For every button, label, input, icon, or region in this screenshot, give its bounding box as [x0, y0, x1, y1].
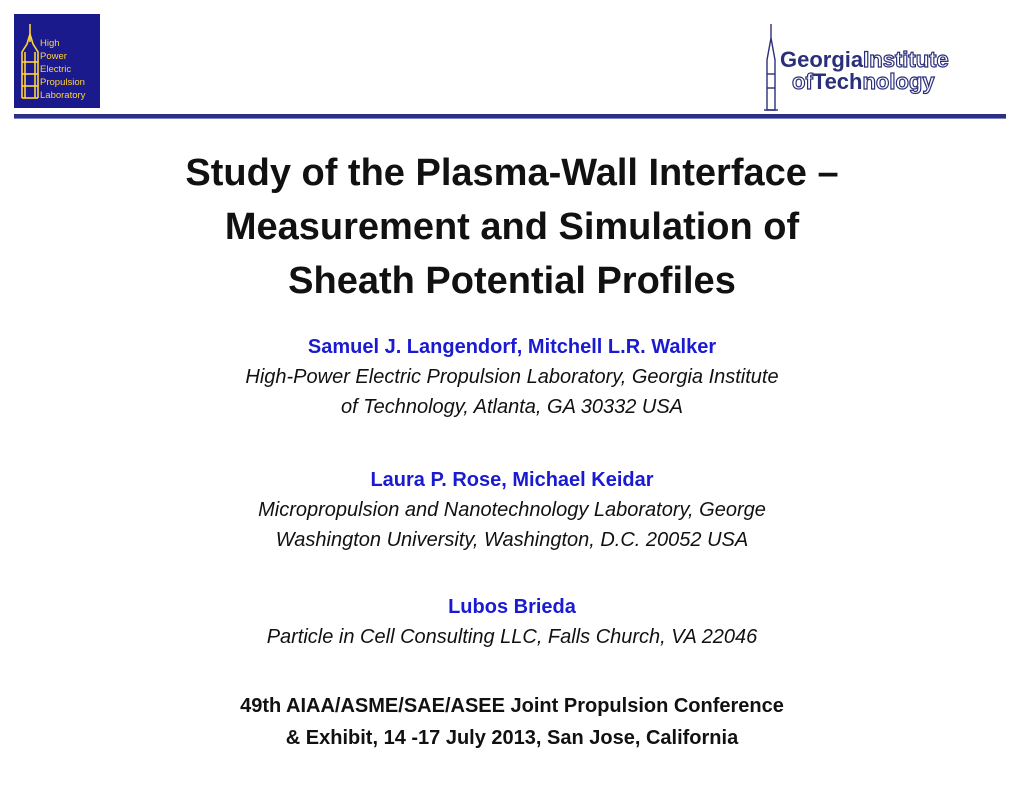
gt-word-nology: nology	[862, 69, 935, 94]
hpepl-emblem-icon	[19, 22, 41, 102]
hpepl-line: Electric	[40, 64, 72, 75]
header-rule	[14, 114, 1006, 119]
gt-logo-line-2	[792, 70, 935, 94]
author-group-1	[100, 332, 924, 422]
hpepl-line: Propulsion	[40, 77, 85, 88]
author-names: Samuel J. Langendorf, Mitchell L.R. Walker	[307, 336, 717, 358]
hpepl-line: High	[40, 38, 60, 49]
conference-info	[100, 690, 924, 754]
hpepl-logo-text	[40, 37, 100, 102]
author-group-2	[100, 465, 924, 555]
hpepl-line: Power	[40, 51, 67, 62]
affiliation-line: High-Power Electric Propulsion Laboratory, Georgia Institute	[245, 366, 779, 388]
gt-word-of: of	[792, 69, 813, 94]
author-group-3	[100, 592, 924, 652]
author-names: Laura P. Rose, Michael Keidar	[370, 469, 654, 491]
hpepl-line: Laboratory	[40, 90, 86, 101]
affiliation-line: Micropropulsion and Nanotechnology Laboratory, George	[258, 499, 766, 521]
affiliation-line: of Technology, Atlanta, GA 30332 USA	[340, 396, 684, 418]
conference-line: 49th AIAA/ASME/SAE/ASEE Joint Propulsion Conference	[240, 695, 784, 717]
hpepl-logo	[14, 14, 100, 108]
gt-word-institute: Institute	[863, 47, 949, 72]
title-line: Study of the Plasma-Wall Interface –	[185, 152, 839, 194]
page-title	[60, 146, 964, 308]
title-line: Sheath Potential Profiles	[288, 260, 736, 302]
gt-word-georgia: Georgia	[780, 47, 864, 72]
affiliation-line: Particle in Cell Consulting LLC, Falls Church, VA 22046	[266, 626, 758, 648]
author-names: Lubos Brieda	[448, 596, 576, 618]
gt-word-tech: Tech	[812, 69, 863, 94]
title-line: Measurement and Simulation of	[224, 206, 800, 248]
affiliation-line: Washington University, Washington, D.C. 20052 USA	[275, 529, 749, 551]
georgia-tech-logo	[758, 24, 1014, 114]
tech-tower-icon	[762, 24, 780, 112]
conference-line: & Exhibit, 14 -17 July 2013, San Jose, California	[285, 727, 739, 749]
